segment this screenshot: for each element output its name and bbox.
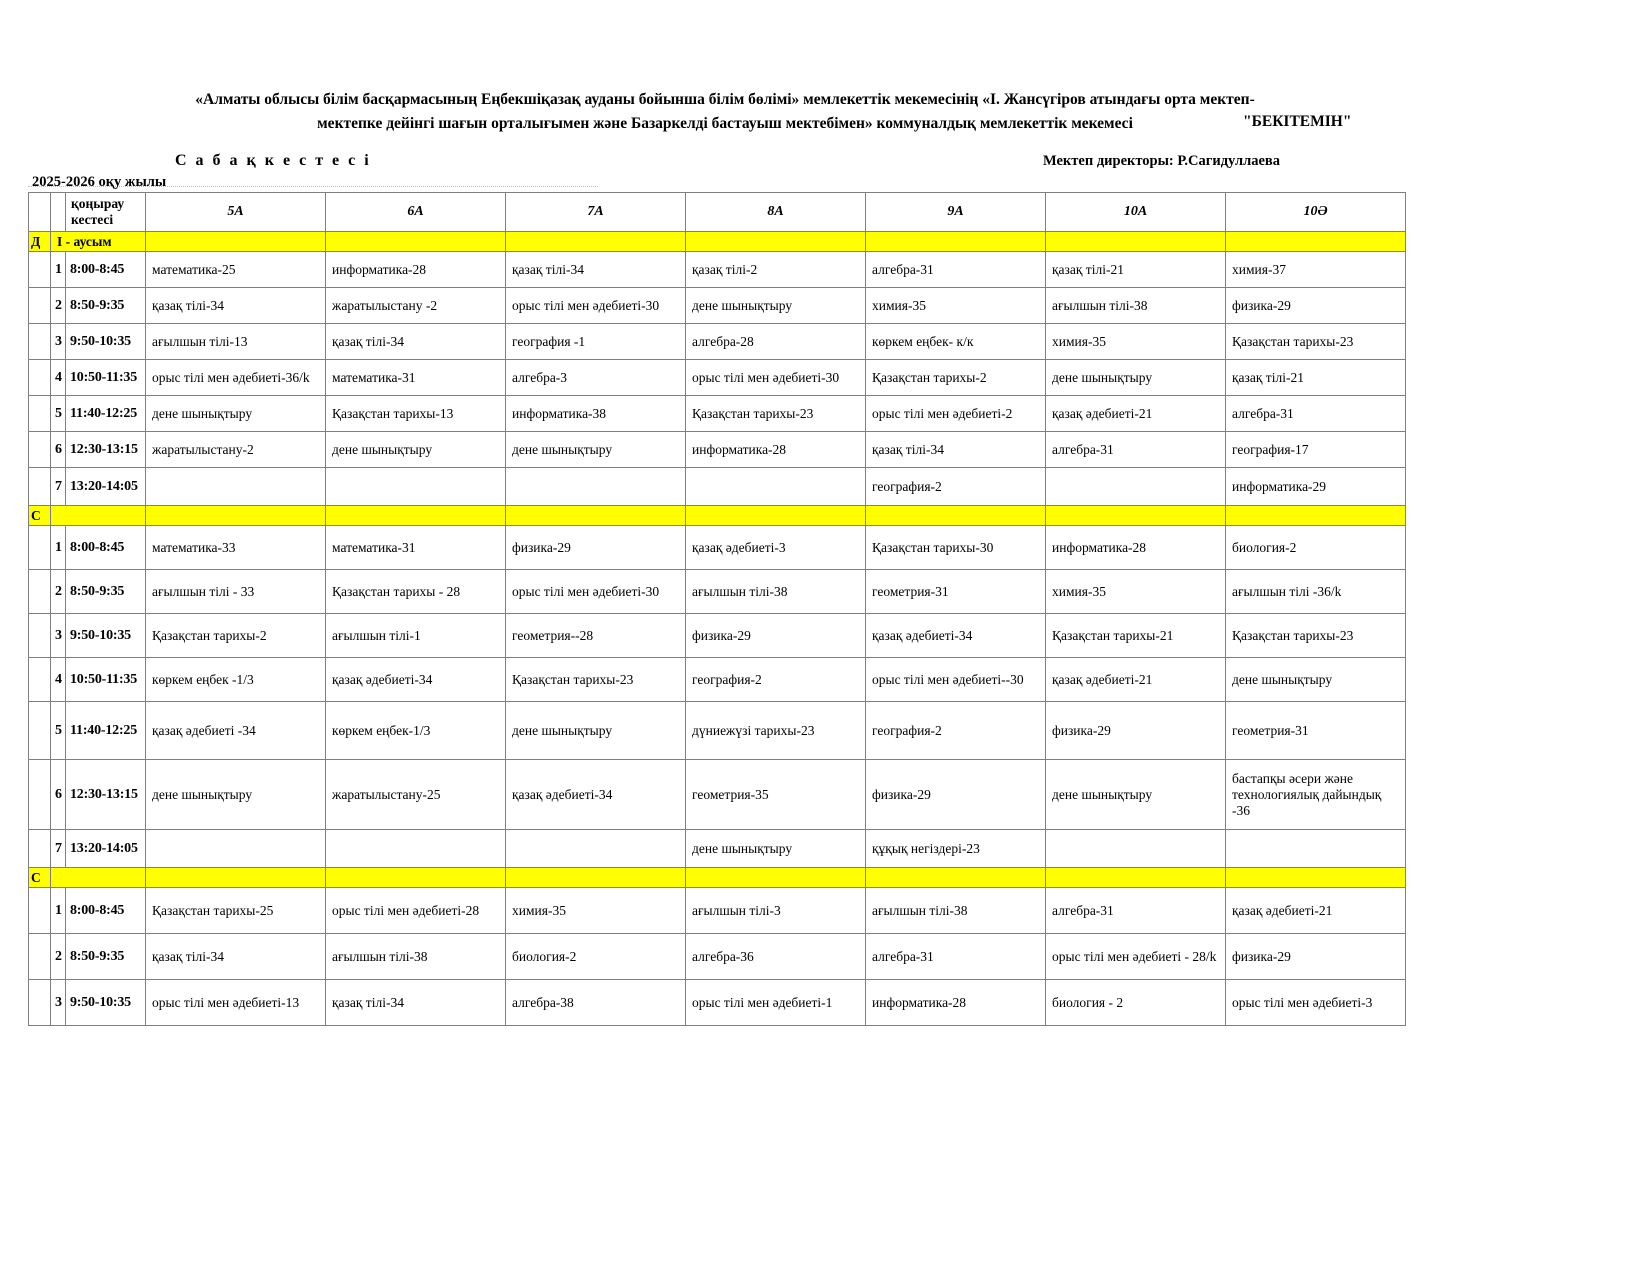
lesson-cell-7А: география -1: [506, 324, 686, 360]
lesson-cell-10А: ағылшын тілі-38: [1046, 288, 1226, 324]
lesson-cell-10А: алгебра-31: [1046, 888, 1226, 934]
lesson-time: 8:00-8:45: [66, 526, 146, 570]
lesson-cell-10Ә: география-17: [1226, 432, 1406, 468]
day-col-spacer: [29, 526, 51, 570]
lesson-cell-9А: Қазақстан тарихы-30: [866, 526, 1046, 570]
lesson-cell-9А: ағылшын тілі-38: [866, 888, 1046, 934]
lesson-cell-5А: дене шынықтыру: [146, 760, 326, 830]
lesson-cell-9А: физика-29: [866, 760, 1046, 830]
lesson-time: 8:00-8:45: [66, 252, 146, 288]
day-separator-cell: [146, 506, 326, 526]
lesson-number: 7: [51, 830, 66, 868]
lesson-cell-6А: Қазақстан тарихы - 28: [326, 570, 506, 614]
day-col-spacer: [29, 980, 51, 1026]
lesson-cell-5А: математика-33: [146, 526, 326, 570]
table-row: [29, 360, 1406, 396]
table-row: [29, 658, 1406, 702]
lesson-cell-10Ә: [1226, 830, 1406, 868]
table-row: [29, 570, 1406, 614]
lesson-cell-7А: орыс тілі мен әдебиеті-30: [506, 288, 686, 324]
academic-year: 2025-2026 оқу жылы: [32, 174, 167, 190]
lesson-cell-6А: [326, 830, 506, 868]
lesson-cell-8А: география-2: [686, 658, 866, 702]
lesson-cell-10А: физика-29: [1046, 702, 1226, 760]
lesson-cell-9А: алгебра-31: [866, 252, 1046, 288]
lesson-cell-10Ә: алгебра-31: [1226, 396, 1406, 432]
lesson-time: 11:40-12:25: [66, 702, 146, 760]
lesson-cell-7А: [506, 830, 686, 868]
lesson-cell-7А: [506, 468, 686, 506]
day-col-spacer: [29, 830, 51, 868]
lesson-cell-8А: қазақ тілі-2: [686, 252, 866, 288]
lesson-cell-9А: геометрия-31: [866, 570, 1046, 614]
lesson-cell-7А: қазақ тілі-34: [506, 252, 686, 288]
lesson-cell-7А: қазақ әдебиеті-34: [506, 760, 686, 830]
lesson-cell-8А: алгебра-28: [686, 324, 866, 360]
lesson-cell-10А: қазақ әдебиеті-21: [1046, 396, 1226, 432]
lesson-cell-9А: қазақ әдебиеті-34: [866, 614, 1046, 658]
day-separator-cell: [866, 506, 1046, 526]
lesson-cell-6А: ағылшын тілі-38: [326, 934, 506, 980]
lesson-number: 3: [51, 614, 66, 658]
lesson-number: 2: [51, 934, 66, 980]
lesson-cell-9А: қазақ тілі-34: [866, 432, 1046, 468]
shift-label: [51, 868, 146, 888]
day-letter: Д: [29, 232, 51, 252]
lesson-cell-6А: Қазақстан тарихы-13: [326, 396, 506, 432]
lesson-number: 1: [51, 252, 66, 288]
table-header-row: [29, 193, 1406, 232]
organization-line-1: «Алматы облысы білім басқармасының Еңбекшіқазақ ауданы бойынша білім бөлімі» мемлекеттік мекемесінің «І. Жансүгіров атындағы орта мектеп-: [195, 91, 1255, 108]
day-col-spacer: [29, 252, 51, 288]
table-row: [29, 526, 1406, 570]
day-separator-cell: [1226, 506, 1406, 526]
lesson-number: 6: [51, 432, 66, 468]
day-separator-cell: [146, 232, 326, 252]
lesson-cell-10А: [1046, 468, 1226, 506]
table-row: [29, 830, 1406, 868]
lesson-time: 13:20-14:05: [66, 830, 146, 868]
lesson-cell-10А: қазақ тілі-21: [1046, 252, 1226, 288]
table-row: [29, 888, 1406, 934]
lesson-number: 1: [51, 526, 66, 570]
lesson-number: 5: [51, 396, 66, 432]
lesson-cell-5А: қазақ әдебиеті -34: [146, 702, 326, 760]
lesson-cell-10Ә: биология-2: [1226, 526, 1406, 570]
day-col-spacer: [29, 614, 51, 658]
table-row: [29, 288, 1406, 324]
lesson-number: 3: [51, 324, 66, 360]
table-row: [29, 468, 1406, 506]
day-separator-cell: [1046, 868, 1226, 888]
lesson-cell-10Ә: физика-29: [1226, 288, 1406, 324]
lesson-cell-10А: қазақ әдебиеті-21: [1046, 658, 1226, 702]
day-col-spacer: [29, 570, 51, 614]
lesson-cell-6А: [326, 468, 506, 506]
lesson-cell-8А: орыс тілі мен әдебиеті-30: [686, 360, 866, 396]
lesson-cell-6А: информатика-28: [326, 252, 506, 288]
lesson-time: 8:00-8:45: [66, 888, 146, 934]
lesson-time: 9:50-10:35: [66, 324, 146, 360]
table-row: [29, 324, 1406, 360]
lesson-cell-5А: Қазақстан тарихы-25: [146, 888, 326, 934]
lesson-cell-6А: жаратылыстану-25: [326, 760, 506, 830]
day-col-spacer: [29, 360, 51, 396]
lesson-cell-9А: алгебра-31: [866, 934, 1046, 980]
lesson-cell-7А: физика-29: [506, 526, 686, 570]
lesson-cell-8А: дене шынықтыру: [686, 288, 866, 324]
lesson-cell-9А: география-2: [866, 702, 1046, 760]
lesson-cell-10А: Қазақстан тарихы-21: [1046, 614, 1226, 658]
lesson-time: 13:20-14:05: [66, 468, 146, 506]
header-class-6А: 6А: [326, 193, 506, 232]
lesson-cell-8А: дене шынықтыру: [686, 830, 866, 868]
lesson-number: 5: [51, 702, 66, 760]
lesson-cell-10Ә: физика-29: [1226, 934, 1406, 980]
table-row: [29, 702, 1406, 760]
organization-header: [80, 88, 1370, 136]
day-col-spacer: [29, 396, 51, 432]
lesson-cell-7А: химия-35: [506, 888, 686, 934]
lesson-cell-8А: ағылшын тілі-3: [686, 888, 866, 934]
lesson-cell-6А: қазақ әдебиеті-34: [326, 658, 506, 702]
lesson-cell-8А: қазақ әдебиеті-3: [686, 526, 866, 570]
day-separator-cell: [506, 506, 686, 526]
lesson-time: 8:50-9:35: [66, 570, 146, 614]
lesson-cell-7А: информатика-38: [506, 396, 686, 432]
lesson-cell-7А: орыс тілі мен әдебиеті-30: [506, 570, 686, 614]
header-class-7А: 7А: [506, 193, 686, 232]
day-separator-cell: [146, 868, 326, 888]
lesson-cell-6А: қазақ тілі-34: [326, 980, 506, 1026]
lesson-cell-10Ә: информатика-29: [1226, 468, 1406, 506]
lesson-cell-10А: дене шынықтыру: [1046, 760, 1226, 830]
lesson-cell-10А: орыс тілі мен әдебиеті - 28/k: [1046, 934, 1226, 980]
day-letter: С: [29, 506, 51, 526]
lesson-cell-7А: дене шынықтыру: [506, 432, 686, 468]
lesson-cell-8А: орыс тілі мен әдебиеті-1: [686, 980, 866, 1026]
header-class-5А: 5А: [146, 193, 326, 232]
lesson-cell-10А: дене шынықтыру: [1046, 360, 1226, 396]
lesson-cell-10Ә: орыс тілі мен әдебиеті-3: [1226, 980, 1406, 1026]
lesson-time: 9:50-10:35: [66, 614, 146, 658]
lesson-cell-5А: Қазақстан тарихы-2: [146, 614, 326, 658]
lesson-cell-9А: көркем еңбек- к/к: [866, 324, 1046, 360]
lesson-cell-9А: орыс тілі мен әдебиеті-2: [866, 396, 1046, 432]
lesson-cell-6А: жаратылыстану -2: [326, 288, 506, 324]
lesson-cell-6А: көркем еңбек-1/3: [326, 702, 506, 760]
lesson-cell-10А: [1046, 830, 1226, 868]
lesson-cell-5А: жаратылыстану-2: [146, 432, 326, 468]
schedule-table: [28, 192, 1406, 1026]
table-row: [29, 614, 1406, 658]
lesson-cell-9А: орыс тілі мен әдебиеті--30: [866, 658, 1046, 702]
day-col-spacer: [29, 468, 51, 506]
lesson-time: 8:50-9:35: [66, 934, 146, 980]
lesson-cell-6А: орыс тілі мен әдебиеті-28: [326, 888, 506, 934]
lesson-cell-6А: дене шынықтыру: [326, 432, 506, 468]
lesson-cell-5А: орыс тілі мен әдебиеті-13: [146, 980, 326, 1026]
lesson-cell-8А: информатика-28: [686, 432, 866, 468]
day-separator-row: [29, 232, 1406, 252]
lesson-cell-5А: ағылшын тілі-13: [146, 324, 326, 360]
lesson-number: 3: [51, 980, 66, 1026]
day-separator-cell: [1226, 232, 1406, 252]
lesson-cell-5А: қазақ тілі-34: [146, 288, 326, 324]
day-col-spacer: [29, 288, 51, 324]
lesson-cell-9А: информатика-28: [866, 980, 1046, 1026]
lesson-cell-7А: алгебра-38: [506, 980, 686, 1026]
day-letter: С: [29, 868, 51, 888]
lesson-cell-9А: химия-35: [866, 288, 1046, 324]
lesson-cell-8А: геометрия-35: [686, 760, 866, 830]
director-label: Мектеп директоры: Р.Сагидуллаева: [1043, 153, 1280, 169]
day-separator-cell: [1226, 868, 1406, 888]
lesson-cell-5А: қазақ тілі-34: [146, 934, 326, 980]
day-col-spacer: [29, 888, 51, 934]
lesson-cell-10Ә: геометрия-31: [1226, 702, 1406, 760]
lesson-number: 6: [51, 760, 66, 830]
day-separator-cell: [506, 868, 686, 888]
lesson-cell-6А: қазақ тілі-34: [326, 324, 506, 360]
lesson-cell-10А: алгебра-31: [1046, 432, 1226, 468]
lesson-cell-10Ә: қазақ тілі-21: [1226, 360, 1406, 396]
day-col-spacer: [29, 658, 51, 702]
lesson-number: 4: [51, 360, 66, 396]
lesson-time: 11:40-12:25: [66, 396, 146, 432]
lesson-cell-5А: математика-25: [146, 252, 326, 288]
day-col-spacer: [29, 324, 51, 360]
day-col-spacer: [29, 934, 51, 980]
day-separator-row: [29, 868, 1406, 888]
lesson-cell-8А: дүниежүзі тарихы-23: [686, 702, 866, 760]
lesson-cell-6А: ағылшын тілі-1: [326, 614, 506, 658]
lesson-cell-8А: Қазақстан тарихы-23: [686, 396, 866, 432]
lesson-cell-7А: биология-2: [506, 934, 686, 980]
lesson-cell-10Ә: Қазақстан тарихы-23: [1226, 324, 1406, 360]
organization-line-2: мектепке дейінгі шағын орталығымен және Базаркелді бастауыш мектебімен» коммуналдық мемлекеттік мекемесі: [317, 115, 1133, 132]
lesson-cell-9А: құқық негіздері-23: [866, 830, 1046, 868]
lesson-cell-5А: [146, 830, 326, 868]
day-separator-cell: [686, 868, 866, 888]
lesson-number: 7: [51, 468, 66, 506]
header-class-9А: 9А: [866, 193, 1046, 232]
header-bell-schedule: қоңырау кестесі: [66, 193, 146, 232]
day-separator-cell: [1046, 232, 1226, 252]
lesson-cell-9А: Қазақстан тарихы-2: [866, 360, 1046, 396]
lesson-cell-8А: ағылшын тілі-38: [686, 570, 866, 614]
lesson-cell-6А: математика-31: [326, 526, 506, 570]
lesson-cell-5А: ағылшын тілі - 33: [146, 570, 326, 614]
lesson-cell-5А: [146, 468, 326, 506]
lesson-cell-10А: химия-35: [1046, 324, 1226, 360]
header-lesson-number-col: [51, 193, 66, 232]
day-separator-cell: [866, 868, 1046, 888]
lesson-time: 12:30-13:15: [66, 432, 146, 468]
lesson-time: 10:50-11:35: [66, 658, 146, 702]
lesson-cell-6А: математика-31: [326, 360, 506, 396]
lesson-cell-9А: география-2: [866, 468, 1046, 506]
shift-label: I - аусым: [51, 232, 146, 252]
table-row: [29, 396, 1406, 432]
lesson-cell-10Ә: бастапқы әсери және технологиялық дайындық -36: [1226, 760, 1406, 830]
lesson-cell-10А: химия-35: [1046, 570, 1226, 614]
lesson-cell-10Ә: дене шынықтыру: [1226, 658, 1406, 702]
lesson-number: 4: [51, 658, 66, 702]
lesson-time: 12:30-13:15: [66, 760, 146, 830]
day-separator-row: [29, 506, 1406, 526]
lesson-cell-5А: орыс тілі мен әдебиеті-36/k: [146, 360, 326, 396]
shift-label: [51, 506, 146, 526]
lesson-cell-5А: көркем еңбек -1/3: [146, 658, 326, 702]
day-separator-cell: [326, 232, 506, 252]
day-separator-cell: [326, 868, 506, 888]
lesson-number: 1: [51, 888, 66, 934]
header-class-8А: 8А: [686, 193, 866, 232]
day-separator-cell: [326, 506, 506, 526]
page-title: С а б а қ к е с т е с і: [175, 152, 372, 169]
header-class-10Ә: 10Ә: [1226, 193, 1406, 232]
lesson-cell-10Ә: ағылшын тілі -36/k: [1226, 570, 1406, 614]
lesson-cell-10Ә: қазақ әдебиеті-21: [1226, 888, 1406, 934]
day-separator-cell: [506, 232, 686, 252]
day-col-spacer: [29, 702, 51, 760]
lesson-cell-10А: биология - 2: [1046, 980, 1226, 1026]
lesson-time: 10:50-11:35: [66, 360, 146, 396]
lesson-cell-10Ә: химия-37: [1226, 252, 1406, 288]
table-row: [29, 252, 1406, 288]
lesson-time: 9:50-10:35: [66, 980, 146, 1026]
header-class-10А: 10А: [1046, 193, 1226, 232]
lesson-time: 8:50-9:35: [66, 288, 146, 324]
table-row: [29, 934, 1406, 980]
lesson-cell-8А: физика-29: [686, 614, 866, 658]
lesson-number: 2: [51, 570, 66, 614]
day-separator-cell: [686, 232, 866, 252]
day-separator-cell: [866, 232, 1046, 252]
lesson-cell-8А: алгебра-36: [686, 934, 866, 980]
lesson-cell-7А: алгебра-3: [506, 360, 686, 396]
table-row: [29, 980, 1406, 1026]
day-separator-cell: [686, 506, 866, 526]
lesson-cell-10Ә: Қазақстан тарихы-23: [1226, 614, 1406, 658]
lesson-cell-7А: дене шынықтыру: [506, 702, 686, 760]
approval-label: "БЕКІТЕМІН": [1243, 113, 1352, 130]
lesson-cell-10А: информатика-28: [1046, 526, 1226, 570]
lesson-cell-8А: [686, 468, 866, 506]
header-day-col: [29, 193, 51, 232]
lesson-cell-5А: дене шынықтыру: [146, 396, 326, 432]
day-separator-cell: [1046, 506, 1226, 526]
lesson-number: 2: [51, 288, 66, 324]
lesson-cell-7А: Қазақстан тарихы-23: [506, 658, 686, 702]
day-col-spacer: [29, 760, 51, 830]
table-row: [29, 432, 1406, 468]
day-col-spacer: [29, 432, 51, 468]
table-row: [29, 760, 1406, 830]
lesson-cell-7А: геометрия--28: [506, 614, 686, 658]
